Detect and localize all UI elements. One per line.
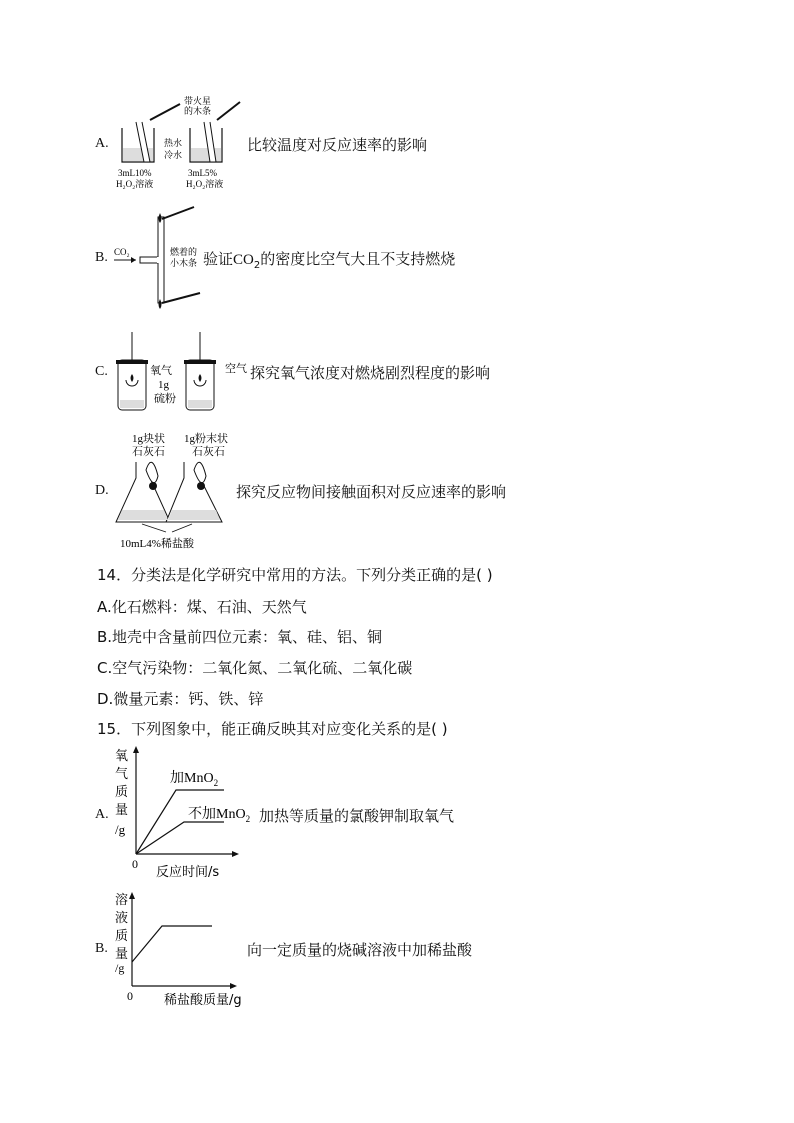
ylabel-unit: /g bbox=[115, 961, 125, 975]
label-hcl: 10mL4%稀盐酸 bbox=[120, 538, 194, 550]
option-b-diagram bbox=[112, 205, 207, 317]
option-d-diagram bbox=[112, 428, 242, 552]
question-14-stem: 14．分类法是化学研究中常用的方法。下列分类正确的是( ) bbox=[97, 566, 493, 584]
option-c-description: 探究氧气浓度对燃烧剧烈程度的影响 bbox=[250, 364, 491, 382]
q15-option-a-description: 加热等质量的氯酸钾制取氧气 bbox=[259, 807, 455, 825]
ylabel-char-1: 氧 bbox=[115, 749, 129, 764]
xlabel: 反应时间/s bbox=[156, 865, 220, 880]
label-burning-stick: 燃着的 bbox=[170, 248, 198, 258]
label-lump: 1g块状 bbox=[132, 433, 165, 445]
q14-option-b: B.地壳中含量前四位元素：氧、硅、铝、铜 bbox=[97, 628, 383, 646]
option-a-diagram bbox=[112, 92, 252, 190]
curve-without-mno2 bbox=[136, 822, 224, 854]
option-c-diagram bbox=[112, 330, 252, 416]
label-co2: CO₂ bbox=[114, 247, 130, 257]
option-d-description: 探究反应物间接触面积对反应速率的影响 bbox=[236, 483, 507, 501]
label-left-solution: H₂O₂溶液 bbox=[116, 179, 154, 189]
label-right-solution: H₂O₂溶液 bbox=[186, 179, 224, 189]
label-air: 空气 bbox=[225, 362, 247, 375]
label-sulfur-powder: 硫粉 bbox=[154, 392, 176, 405]
origin-label: 0 bbox=[132, 857, 138, 871]
curve-solution-mass bbox=[132, 926, 212, 962]
q15-graph-b bbox=[112, 890, 252, 1010]
q15-graph-a bbox=[112, 744, 260, 880]
q14-option-a: A.化石燃料：煤、石油、天然气 bbox=[97, 598, 307, 616]
ylabel-unit: /g bbox=[115, 822, 126, 837]
origin-label: 0 bbox=[127, 989, 133, 1003]
question-15-stem: 15．下列图象中，能正确反映其对应变化关系的是( ) bbox=[97, 720, 448, 738]
q15-option-a-letter: A. bbox=[95, 807, 109, 822]
label-powder: 1g粉末状 bbox=[184, 433, 228, 445]
label-left-conc: 3mL10% bbox=[118, 168, 152, 178]
ylabel-char-1: 溶 bbox=[115, 893, 129, 908]
q15-option-b-description: 向一定质量的烧碱溶液中加稀盐酸 bbox=[247, 941, 473, 959]
option-a-letter: A. bbox=[95, 136, 109, 151]
option-d-letter: D. bbox=[95, 483, 109, 498]
option-a-description: 比较温度对反应速率的影响 bbox=[247, 136, 428, 154]
ylabel-char-3: 质 bbox=[115, 929, 129, 944]
label-right-conc: 3mL5% bbox=[188, 168, 217, 178]
ylabel-char-3: 质 bbox=[115, 785, 129, 800]
option-c-letter: C. bbox=[95, 364, 108, 379]
q14-option-d: D.微量元素：钙、铁、锌 bbox=[97, 690, 264, 708]
q14-option-c: C.空气污染物：二氧化氮、二氧化硫、二氧化碳 bbox=[97, 659, 413, 677]
label-limestone-left: 石灰石 bbox=[132, 445, 165, 458]
label-limestone-right: 石灰石 bbox=[192, 445, 225, 458]
ylabel-char-4: 量 bbox=[115, 947, 129, 962]
q15-option-b-letter: B. bbox=[95, 941, 108, 956]
ylabel-char-4: 量 bbox=[115, 803, 129, 818]
label-splint2: 的木条 bbox=[184, 107, 212, 117]
label-1g: 1g bbox=[158, 379, 169, 391]
ylabel-char-2: 气 bbox=[115, 767, 129, 782]
curve1-label: 加MnO$_2$ bbox=[170, 771, 219, 788]
label-hot-water: 热水 bbox=[164, 139, 183, 149]
label-splint: 带火星 bbox=[184, 97, 212, 107]
ylabel-char-2: 液 bbox=[115, 911, 129, 926]
label-small-stick: 小木条 bbox=[170, 259, 198, 269]
label-oxygen: 氧气 bbox=[150, 364, 172, 377]
xlabel: 稀盐酸质量/g bbox=[164, 993, 242, 1008]
label-cold-water: 冷水 bbox=[164, 151, 183, 161]
option-b-description: 验证$CO_2$的密度比空气大且不支持燃烧 bbox=[203, 250, 456, 271]
option-b-letter: B. bbox=[95, 250, 108, 265]
curve2-label: 不加MnO$_2$ bbox=[188, 807, 251, 824]
